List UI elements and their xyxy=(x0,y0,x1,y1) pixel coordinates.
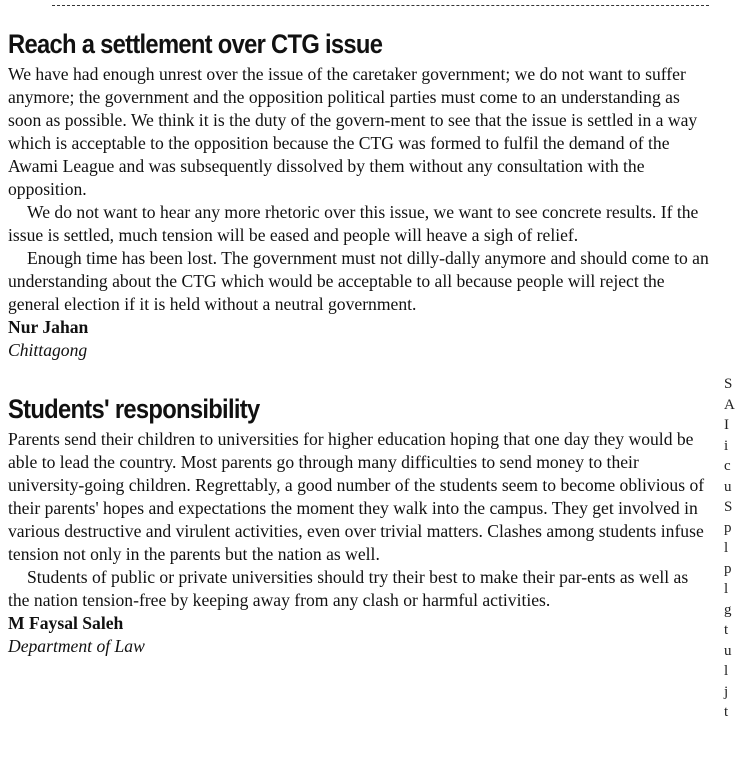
paragraph: We do not want to hear any more rhetoric over this issue, we want to see concrete results. If the issue is settled, much tension will be eased and people will heave a sigh of relief. xyxy=(8,202,699,245)
adjacent-column-fragment: S A I i c u S p l p l g t u l j t xyxy=(724,376,735,720)
author-name: Nur Jahan xyxy=(8,317,89,337)
headline: Students' responsibility xyxy=(8,394,260,424)
letter-ctg-settlement xyxy=(8,28,712,362)
letter-students-responsibility xyxy=(8,393,712,658)
headline: Reach a settlement over CTG issue xyxy=(8,29,383,59)
author-location: Chittagong xyxy=(8,340,88,360)
paragraph: Enough time has been lost. The government must not dilly-dally anymore and should come to an understanding about the CTG which would be acceptable to all because people will reject the general election if it is held without a neutral government. xyxy=(8,248,709,314)
paragraph: Parents send their children to universities for higher education hoping that one day they would be able to lead the country. Most parents go through many difficulties to send money to their university-going children. Regrettably, a good number of the students seem to become oblivious of their parents' hopes and expectations the moment they walk into the campus. They get involved in various destructive and virulent activities, even over trivial matters. Clashes among students infuse tension not only in the parents but the nation as well. xyxy=(8,429,705,564)
top-dashed-rule xyxy=(52,5,709,6)
letters-column xyxy=(8,28,712,658)
paragraph: We have had enough unrest over the issue of the caretaker government; we do not want to suffer anymore; the government and the opposition political parties must come to an understanding as soon as possible. We think it is the duty of the govern-ment to see that the issue is settled in a way which is acceptable to the opposition because the CTG was formed to fulfil the demand of the Awami League and was subsequently dissolved by them without any consultation with the opposition. xyxy=(8,64,698,199)
author-location: Department of Law xyxy=(8,636,145,656)
paragraph: Students of public or private universities should try their best to make their par-ents as well as the nation tension-free by keeping away from any clash or harmful activities. xyxy=(8,567,689,610)
author-name: M Faysal Saleh xyxy=(8,613,124,633)
